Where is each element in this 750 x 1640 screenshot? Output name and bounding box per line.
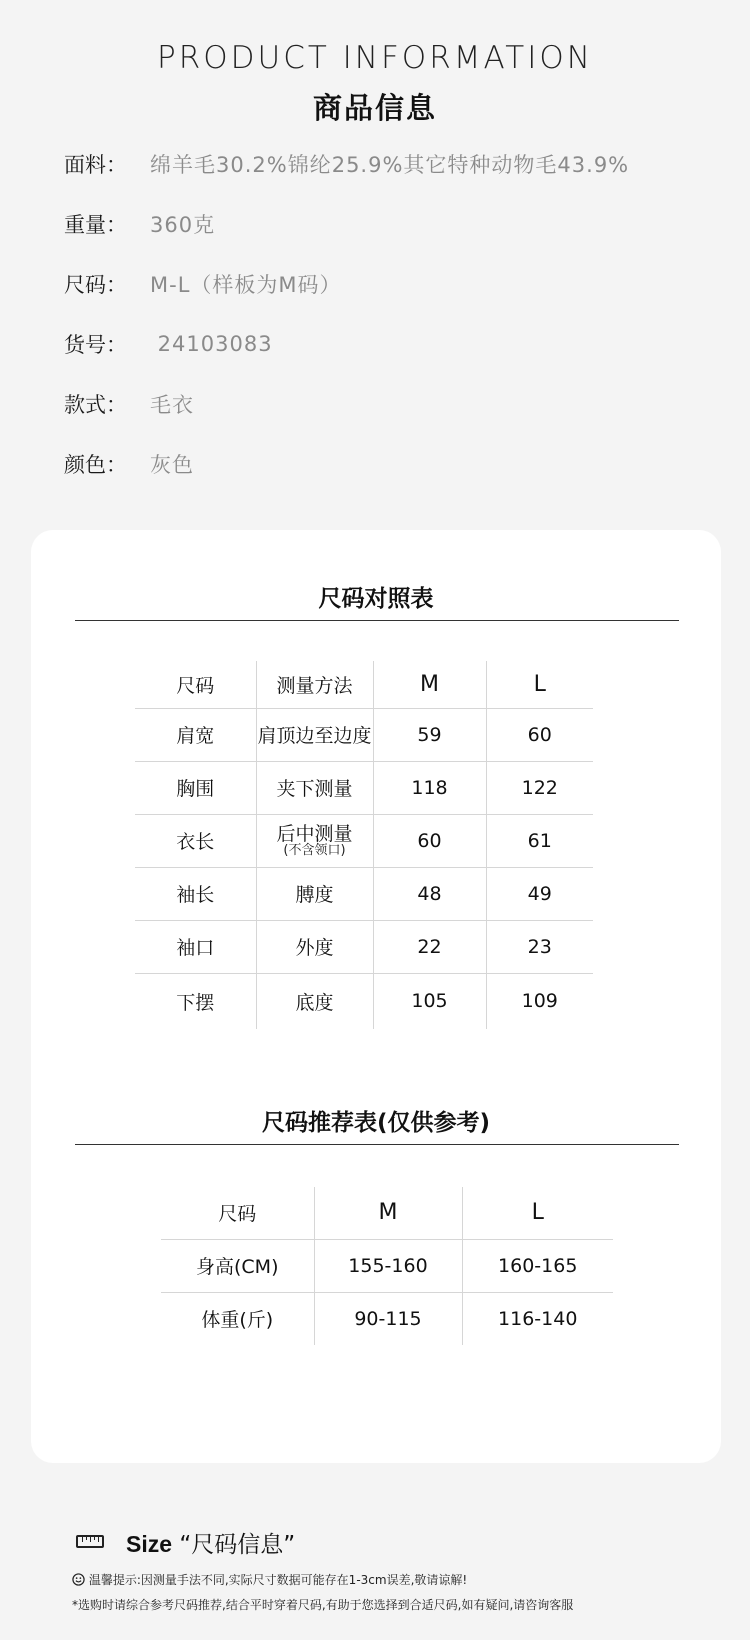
table-header-cell: L xyxy=(486,661,593,708)
info-value: 灰色 xyxy=(150,453,194,477)
info-row-style xyxy=(64,374,744,434)
divider xyxy=(75,1144,679,1145)
title-en: PRODUCT INFORMATION xyxy=(157,40,593,76)
info-label: 颜色： xyxy=(64,453,127,477)
size-cn-label: “尺码信息” xyxy=(179,1532,296,1558)
table-cell: 22 xyxy=(373,920,486,973)
table-cell: 膊度 xyxy=(256,867,373,920)
table-cell xyxy=(256,814,373,867)
info-label: 货号： xyxy=(64,333,127,357)
table-cell: 116-140 xyxy=(462,1292,613,1345)
table-cell: 胸围 xyxy=(135,761,256,814)
table-cell: 肩顶边至边度 xyxy=(256,708,373,761)
divider xyxy=(75,620,679,621)
page-title: 商品信息 xyxy=(312,91,437,125)
size-chart-title: 尺码对照表 xyxy=(318,586,434,612)
size-word: Size xyxy=(126,1531,173,1557)
info-row-item-no xyxy=(64,314,744,374)
table-cell: 160-165 xyxy=(462,1239,613,1292)
table-row xyxy=(135,973,593,1029)
table-cell: 48 xyxy=(373,867,486,920)
info-label: 尺码： xyxy=(64,273,127,297)
table-cell: 59 xyxy=(373,708,486,761)
table-row xyxy=(135,814,593,867)
table-cell: 155-160 xyxy=(314,1239,462,1292)
table-cell: 底度 xyxy=(256,973,373,1029)
smile-icon xyxy=(72,1573,85,1586)
table-cell: 109 xyxy=(486,973,593,1029)
table-cell: 60 xyxy=(373,814,486,867)
info-label: 重量： xyxy=(64,213,127,237)
info-label: 款式： xyxy=(64,393,127,417)
table-cell: 袖长 xyxy=(135,867,256,920)
table-header-cell: M xyxy=(314,1187,462,1239)
size-chart-table xyxy=(135,661,593,1029)
table-cell: 肩宽 xyxy=(135,708,256,761)
note-recommend: *选购时请综合参考尺码推荐,结合平时穿着尺码,有助于您选择到合适尺码,如有疑问,请咨询客服 xyxy=(72,1598,574,1612)
table-header-cell: 尺码 xyxy=(218,1203,257,1226)
table-cell: 60 xyxy=(486,708,593,761)
table-cell: 105 xyxy=(373,973,486,1029)
table-cell: 衣长 xyxy=(135,814,256,867)
info-label: 面料： xyxy=(64,153,127,177)
note-measure xyxy=(72,1571,467,1588)
info-value: 毛衣 xyxy=(150,393,194,417)
table-row xyxy=(135,761,593,814)
table-row xyxy=(161,1292,613,1345)
info-value: 24103083 xyxy=(150,332,273,356)
method-text: 后中测量 xyxy=(276,822,353,845)
table-cell: 90-115 xyxy=(314,1292,462,1345)
info-value: 绵羊毛30.2%锦纶25.9%其它特种动物毛43.9% xyxy=(150,153,630,177)
note-text: 温馨提示:因测量手法不同,实际尺寸数据可能存在1-3cm误差,敬请谅解! xyxy=(88,1573,468,1587)
table-cell: 下摆 xyxy=(135,973,256,1029)
ruler-icon xyxy=(76,1535,104,1548)
table-row xyxy=(135,708,593,761)
table-cell: 118 xyxy=(373,761,486,814)
product-info-list xyxy=(64,134,744,494)
table-cell: 体重(斤) xyxy=(161,1292,314,1345)
table-cell: 61 xyxy=(486,814,593,867)
table-row xyxy=(135,920,593,973)
recommend-chart-table xyxy=(161,1187,613,1345)
table-row xyxy=(161,1239,613,1292)
info-value: 360克 xyxy=(150,213,216,237)
table-cell: 外度 xyxy=(256,920,373,973)
info-row-color xyxy=(64,434,744,494)
table-cell: 身高(CM) xyxy=(161,1239,314,1292)
info-row-fabric xyxy=(64,134,744,194)
table-header-cell: L xyxy=(462,1187,613,1239)
recommend-chart-title: 尺码推荐表(仅供参考) xyxy=(261,1110,491,1136)
table-cell: 23 xyxy=(486,920,593,973)
info-row-weight xyxy=(64,194,744,254)
table-row xyxy=(135,867,593,920)
table-cell: 122 xyxy=(486,761,593,814)
table-cell: 夹下测量 xyxy=(256,761,373,814)
table-cell: 袖口 xyxy=(135,920,256,973)
table-cell: 49 xyxy=(486,867,593,920)
size-info-heading xyxy=(126,1526,295,1559)
table-header-cell: M xyxy=(373,661,486,708)
table-header-row xyxy=(135,661,593,708)
table-header-row xyxy=(161,1187,613,1239)
table-header-cell: 尺码 xyxy=(176,674,215,697)
info-row-size xyxy=(64,254,744,314)
size-card xyxy=(31,530,721,1463)
table-header-cell: 测量方法 xyxy=(256,661,373,708)
info-value: M-L（样板为M码） xyxy=(150,273,342,297)
method-note: (不含领口) xyxy=(283,842,346,858)
